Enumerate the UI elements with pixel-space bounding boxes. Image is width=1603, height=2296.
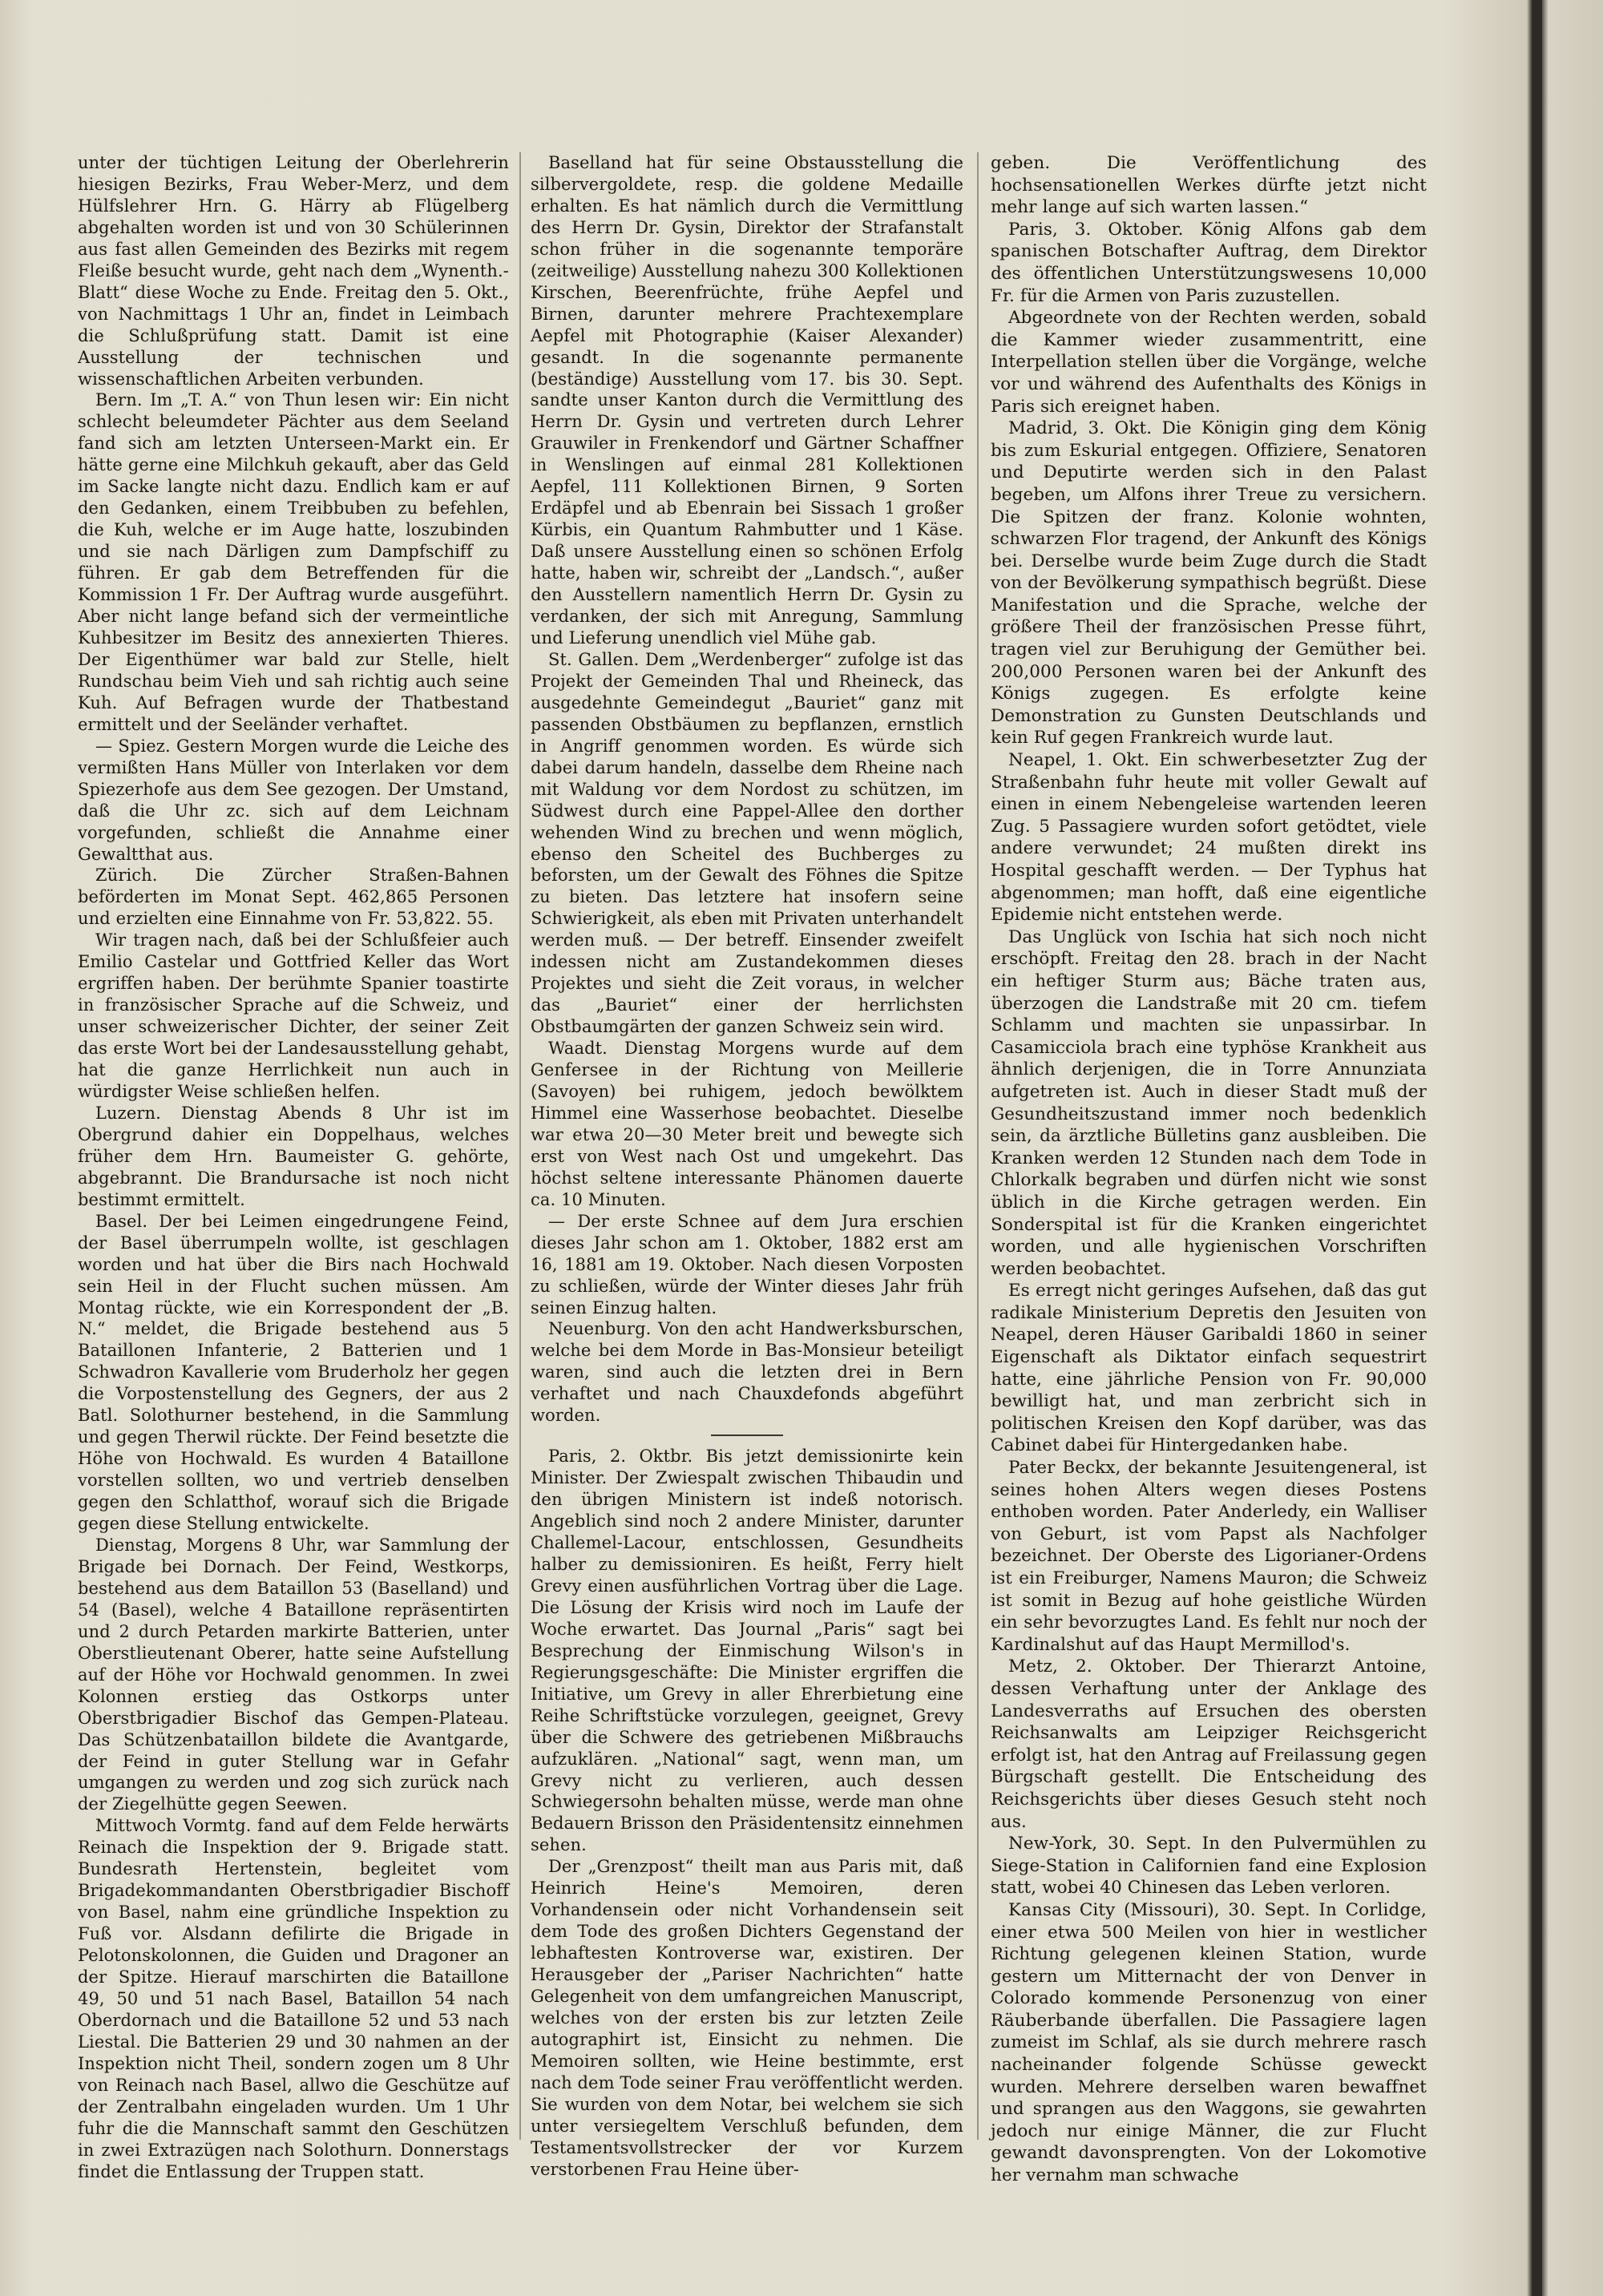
article-paragraph: Es erregt nicht geringes Aufsehen, daß das gut radikale Ministerium Depretis den Jesuiten von Neapel, deren Häuser Garibaldi 1860 in seiner Eigenschaft als Diktator einfach sequestrirt hatte, eine jährliche Pension von Fr. 90,000 bewilligt hat, und man zerbricht sich in politischen Kreisen den Kopf darüber, was das Cabinet dabei für Hintergedanken habe.: [991, 1281, 1427, 1456]
column-1: [78, 152, 509, 2183]
column-divider: [519, 152, 521, 2140]
article-st-gallen: St. Gallen. Dem „Werdenberger“ zufolge ist das Projekt der Gemeinden Thal und Rheineck, das ausgedehnte Gemeindegut „Bauriet“ ganz mit passenden Obstbäumen zu bepflanzen, ernstlich in Angriff genommen worden. Es würde sich dabei darum handeln, dasselbe dem Rheine nach mit Waldung vor dem Nordost zu schützen, im Südwest durch eine Pappel-Allee den dorther wehenden Wind zu brechen und wenn möglich, ebenso den Scheitel des Buchberges zu beforsten, um der Gewalt des Föhnes die Spitze zu bieten. Das letztere hat insofern seine Schwierigkeit, als eben mit Privaten unterhandelt werden muß. — Der betreff. Einsender zweifelt indessen nicht am Zustandekommen dieses Projektes und sieht die Zeit voraus, in welcher das „Bauriet“ einer der herrlichsten Obstbaumgärten der ganzen Schweiz sein wird.: [531, 649, 963, 1037]
article-luzern: Luzern. Dienstag Abends 8 Uhr ist im Obergrund dahier ein Doppelhaus, welches früher dem Hrn. Baumeister G. gehörte, abgebrannt. Die Brandursache ist noch nicht bestimmt ermittelt.: [78, 1103, 509, 1209]
article-neapel: Neapel, 1. Okt. Ein schwerbesetzter Zug der Straßenbahn fuhr heute mit voller Gewalt auf einen in einem Nebengeleise wartenden leeren Zug. 5 Passagiere wurden sofort getödtet, viele andere verwundet; 24 mußten direkt ins Hospital geschafft werden. — Der Typhus hat abgenommen; man hofft, daß eine eigentliche Epidemie nicht entstehen werde.: [991, 750, 1427, 926]
section-separator: [711, 1434, 783, 1436]
article-kansas-city: Kansas City (Missouri), 30. Sept. In Corlidge, einer etwa 500 Meilen von hier in westlicher Richtung gelegenen kleinen Station, wurde gestern um Mitternacht der von Denver in Colorado kommende Personenzug von einer Räuberbande überfallen. Die Passagiere lagen zumeist im Schlaf, als sie durch mehrere rasch nacheinander folgende Schüsse geweckt wurden. Mehrere derselben waren bewaffnet und sprangen aus den Waggons, sie gewahrten jedoch nur einige Männer, die zur Flucht gewandt davonsprengten. Von der Lokomotive her vernahm man schwache: [991, 1899, 1427, 2186]
article-new-york: New-York, 30. Sept. In den Pulvermühlen zu Siege-Station in Californien fand eine Explosion statt, wobei 40 Chinesen das Leben verloren.: [991, 1834, 1427, 1899]
column-divider: [977, 152, 979, 2140]
article-metz: Metz, 2. Oktober. Der Thierarzt Antoine, dessen Verhaftung unter der Anklage des Landesverraths auf Ersuchen des obersten Reichsanwalts am Leipziger Reichsgericht erfolgt ist, hat den Antrag auf Freilassung gegen Bürgschaft gestellt. Die Entscheidung des Reichsgerichts über dieses Gesuch steht noch aus.: [991, 1656, 1427, 1832]
article-zuerich: Zürich. Die Zürcher Straßen-Bahnen beförderten im Monat Sept. 462,865 Personen und erzielten eine Einnahme von Fr. 53,822. 55.: [78, 866, 509, 929]
article-paragraph: Der „Grenzpost“ theilt man aus Paris mit, daß Heinrich Heine's Memoiren, deren Vorhandensein oder nicht Vorhandensein seit dem Tode des großen Dichters Gegenstand der lebhaftesten Kontroverse war, existiren. Der Herausgeber der „Pariser Nachrichten“ hatte Gelegenheit von dem umfangreichen Manuscript, welches von der ersten bis zur letzten Zeile autographirt ist, Einsicht zu nehmen. Die Memoiren sollten, wie Heine bestimmte, erst nach dem Tode seiner Frau veröffentlicht werden. Sie wurden von dem Notar, bei welchem sie sich unter versiegeltem Verschluß befunden, dem Testamentsvollstrecker der vor Kurzem verstorbenen Frau Heine über-: [531, 1857, 964, 2179]
article-paragraph: Pater Beckx, der bekannte Jesuitengeneral, ist seines hohen Alters wegen dieses Postens enthoben worden. Pater Anderledy, ein Walliser von Geburt, ist vom Papst als Nachfolger bezeichnet. Der Oberste des Ligorianer-Ordens ist ein Freiburger, Namens Mauron; die Schweiz ist somit in Bezug auf hohe geistliche Würden ein sehr bevorzugtes Land. Es fehlt nur noch der Kardinalshut auf das Haupt Mermillod's.: [991, 1458, 1427, 1655]
article-basel: Basel. Der bei Leimen eingedrungene Feind, der Basel überrumpeln wollte, ist geschlagen worden und hat über die Birs nach Hochwald sein Heil in der Flucht suchen müssen. Am Montag rückte, wie ein Korrespondent der „B. N.“ meldet, die Brigade bestehend aus 5 Bataillonen Infanterie, 2 Batterien und 1 Schwadron Kavallerie vom Bruderholz her gegen die Vorpostenstellung des Gegners, der aus 2 Batl. Solothurner bestehend, in die Sammlung und gegen Therwil rückte. Der Feind besetzte die Höhe von Hochwald. Es wurden 4 Bataillone vorstellen sollten, wo und vertrieb denselben gegen den Schlatthof, worauf sich die Brigade gegen diese Stellung entwickelte.: [78, 1211, 509, 1534]
article-spiez: — Spiez. Gestern Morgen wurde die Leiche des vermißten Hans Müller von Interlaken vor dem Spiezerhofe aus dem See gezogen. Der Umstand, daß die Uhr zc. sich auf dem Leichnam vorgefunden, schließt die Annahme einer Gewaltthat aus.: [78, 736, 509, 864]
article-paragraph: Wir tragen nach, daß bei der Schlußfeier auch Emilio Castelar und Gottfried Keller das Wort ergriffen haben. Der berühmte Spanier toastirte in französischer Sprache auf die Schweiz, und unser schweizerischer Dichter, der seiner Zeit das erste Wort bei der Landesausstellung gehabt, hat die ganze Herrlichkeit nun auch in würdigster Weise schließen helfen.: [78, 930, 509, 1101]
page-binding-edge: [1532, 0, 1542, 2296]
article-baselland: Baselland hat für seine Obstausstellung die silbervergoldete, resp. die goldene Medaille erhalten. Es hat nämlich durch die Vermittlung des Herrn Dr. Gysin, Direktor der Strafanstalt schon früher in die sogenannte temporäre (zeitweilige) Ausstellung nahezu 300 Kollektionen Kirschen, Beerenfrüchte, frühe Aepfel und Birnen, darunter mehrere Prachtexemplare Aepfel mit Photographie (Kaiser Alexander) gesandt. In die sogenannte permanente (beständige) Ausstellung vom 17. bis 30. Sept. sandte unser Kanton durch die Vermittlung des Herrn Dr. Gysin und vertreten durch Lehrer Grauwiler in Frenkendorf und Gärtner Schaffner in Wenslingen auf einmal 281 Kollektionen Aepfel, 111 Kollektionen Birnen, 9 Sorten Erdäpfel und ab Ebenrain bei Sissach 1 großer Kürbis, ein Quantum Rahmbutter und 1 Käse. Daß unsere Ausstellung einen so schönen Erfolg hatte, haben wir, schreibt der „Landsch.“, außer den Ausstellern namentlich Herrn Dr. Gysin zu verdanken, der sich mit Anregung, Sammlung und Lieferung unendlich viel Mühe gab.: [531, 153, 963, 648]
article-paragraph: — Der erste Schnee auf dem Jura erschien dieses Jahr schon am 1. Oktober, 1882 erst am 16, 1881 am 19. Oktober. Nach diesen Vorposten zu schließen, würde der Winter dieses Jahr früh seinen Einzug halten.: [531, 1211, 963, 1317]
article-paris: Paris, 3. Oktober. König Alfons gab dem spanischen Botschafter Auftrag, dem Direktor des öffentlichen Unterstützungswesens 10,000 Fr. für die Armen von Paris zuzustellen.: [991, 219, 1427, 306]
article-paris: Paris, 2. Oktbr. Bis jetzt demissionirte kein Minister. Der Zwiespalt zwischen Thibaudin und den übrigen Ministern ist indeß notorisch. Angeblich sind noch 2 andere Minister, darunter Challemel-Lacour, entschlossen, Gesundheits halber zu demissioniren. Es heißt, Ferry hielt Grevy einen ausführlichen Vortrag über die Lage. Die Lösung der Krisis wird noch im Laufe der Woche erwartet. Das Journal „Paris“ sagt bei Besprechung der Einmischung Wilson's in Regierungsgeschäfte: Die Minister ergriffen die Initiative, um Grevy in aller Ehrerbietung eine Reihe Schriftstücke vorzulegen, geeignet, Grevy über die Schwere des getriebenen Mißbrauchs aufzuklären. „National“ sagt, wenn man, um Grevy nicht zu verlieren, auch dessen Schwiegersohn behalten müsse, werde man ohne Bedauern Brisson den Präsidentensitz einnehmen sehen.: [531, 1447, 963, 1855]
article-paragraph: Dienstag, Morgens 8 Uhr, war Sammlung der Brigade bei Dornach. Der Feind, Westkorps, bestehend aus dem Bataillon 53 (Baselland) und 54 (Basel), welche 4 Bataillone repräsentirten und 2 durch Petarden markirte Batterien, unter Oberstlieutenant Oberer, hatte seine Aufstellung auf der Höhe vor Hochwald genommen. In zwei Kolonnen erstieg das Ostkorps unter Oberstbrigadier Bischof das Gempen-Plateau. Das Schützenbataillon bildete die Avantgarde, der Feind in guter Stellung war in Gefahr umgangen zu werden und zog sich zurück nach der Ziegelhütte gegen Seewen.: [78, 1535, 509, 1814]
article-paragraph: Abgeordnete von der Rechten werden, sobald die Kammer wieder zusammentritt, eine Interpellation stellen über die Vorgänge, welche vor und während des Aufenthalts des Königs in Paris sich ereignet haben.: [991, 308, 1427, 417]
column-2: [531, 152, 963, 2181]
article-paragraph: geben. Die Veröffentlichung des hochsensationellen Werkes dürfte jetzt nicht mehr lange auf sich warten lassen.“: [991, 153, 1427, 218]
article-neuenburg: Neuenburg. Von den acht Handwerksburschen, welche bei dem Morde in Bas-Monsieur beteiligt waren, sind auch die letzten drei in Bern verhaftet und nach Chauxdefonds abgeführt worden.: [531, 1319, 963, 1426]
column-3: [991, 152, 1427, 2187]
article-ischia: Das Unglück von Ischia hat sich noch nicht erschöpft. Freitag den 28. brach in der Nacht ein heftiger Sturm aus; Bäche traten aus, überzogen die Landstraße mit 20 cm. tiefem Schlamm und machten sie unpassirbar. In Casamicciola brach eine typhöse Krankheit aus ähnlich derjenigen, die in Torre Annunziata aufgetreten ist. Auch in dieser Stadt muß der Gesundheitszustand immer noch bedenklich sein, da ärztliche Bülletins ganz ausbleiben. Die Kranken werden 12 Stunden nach dem Tode in Chlorkalk begraben und dürfen nicht wie sonst üblich in die Kirche getragen werden. Ein Sonderspital ist für die Kranken eingerichtet worden, und alle hygienischen Vorschriften werden beobachtet.: [991, 926, 1427, 1279]
article-paragraph: Mittwoch Vormtg. fand auf dem Felde herwärts Reinach die Inspektion der 9. Brigade statt. Bundesrath Hertenstein, begleitet vom Brigadekommandanten Oberstbrigadier Bischoff von Basel, nahm eine gründliche Inspektion zu Fuß vor. Alsdann defilirte die Brigade in Pelotonskolonnen, die Guiden und Dragoner an der Spitze. Hierauf marschirten die Bataillone 49, 50 und 51 nach Basel, Bataillon 54 nach Oberdornach und die Bataillone 52 und 53 nach Liestal. Die Batterien 29 und 30 nahmen an der Inspektion nicht Theil, sondern zogen um 8 Uhr von Reinach nach Basel, allwo die Geschütze auf der Zentralbahn eingeladen wurden. Um 1 Uhr fuhr die die Mannschaft sammt den Geschützen in zwei Extrazügen nach Solothurn. Donnerstags findet die Entlassung der Truppen statt.: [78, 1816, 509, 2181]
article-bern: Bern. Im „T. A.“ von Thun lesen wir: Ein nicht schlecht beleumdeter Pächter aus dem Seeland fand sich am letzten Unterseen-Markt ein. Er hätte gerne eine Milchkuh gekauft, aber das Geld im Sacke langte nicht dazu. Endlich kam er auf den Gedanken, einem Treibbuben zu befehlen, die Kuh, welche er im Auge hatte, loszubinden und sie nach Därligen zum Dampfschiff zu führen. Er gab dem Betreffenden für die Kommission 1 Fr. Der Auftrag wurde ausgeführt. Aber nicht lange befand sich der vermeintliche Kuhbesitzer im Besitz des annexierten Thieres. Der Eigenthümer war bald zur Stelle, hielt Rundschau beim Vieh und sah richtig auch seine Kuh. Auf Befragen wurde der Thatbestand ermittelt und der Seeländer verhaftet.: [78, 390, 509, 734]
article-waadt: Waadt. Dienstag Morgens wurde auf dem Genfersee in der Richtung von Meillerie (Savoyen) bei ruhigem, jedoch bewölktem Himmel eine Wasserhose beobachtet. Dieselbe war etwa 20—30 Meter breit und bewegte sich erst von West nach Ost und umgekehrt. Das höchst seltene interessante Phänomen dauerte ca. 10 Minuten.: [531, 1039, 963, 1209]
article-madrid: Madrid, 3. Okt. Die Königin ging dem König bis zum Eskurial entgegen. Offiziere, Senatoren und Deputirte werden sich in den Palast begeben, um Alfons ihrer Treue zu versichern. Die Spitzen der franz. Kolonie wohnten, schwarzen Flor tragend, der Ankunft des Königs bei. Derselbe wurde beim Zuge durch die Stadt von der Bevölkerung sympathisch begrüßt. Diese Manifestation und die Sprache, welche der größere Theil der französischen Presse führt, tragen viel zur Beruhigung der Gemüther bei. 200,000 Personen waren bei der Ankunft des Königs zugegen. Es erfolgte keine Demonstration zu Gunsten Deutschlands und kein Ruf gegen Frankreich wurde laut.: [991, 418, 1427, 749]
article-paragraph: unter der tüchtigen Leitung der Oberlehrerin hiesigen Bezirks, Frau Weber-Merz, und dem Hülfslehrer Hrn. G. Härry ab Flügelberg abgehalten worden ist und von 30 Schülerinnen aus fast allen Gemeinden des Bezirks mit regem Fleiße besucht wurde, geht nach dem „Wynenth.-Blatt“ diese Woche zu Ende. Freitag den 5. Okt., von Nachmittags 1 Uhr an, findet in Leimbach die Schlußprüfung statt. Damit ist eine Ausstellung der technischen und wissenschaftlichen Arbeiten verbunden.: [78, 153, 509, 389]
